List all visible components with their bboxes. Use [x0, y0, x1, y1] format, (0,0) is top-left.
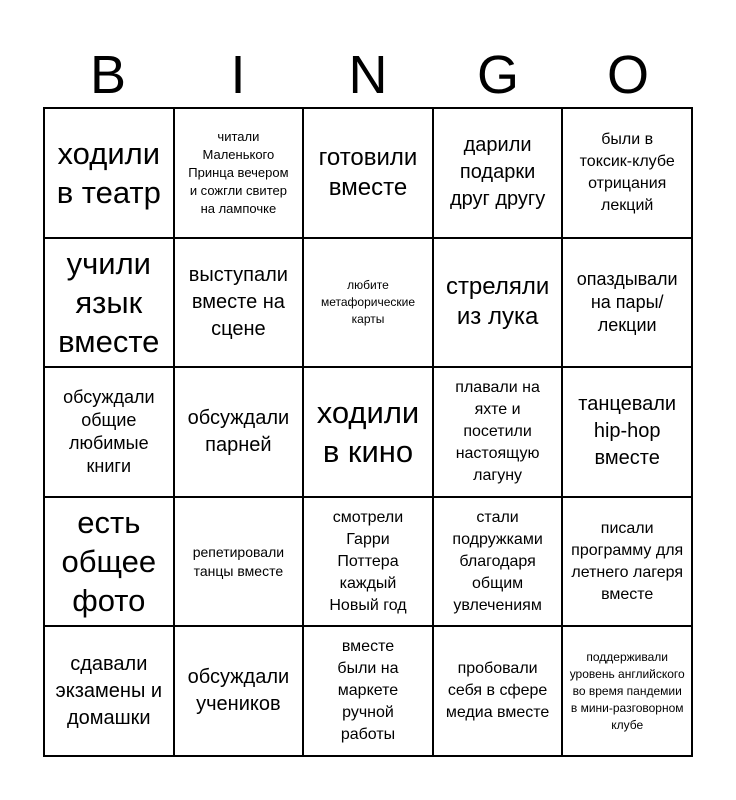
cell-text: обсуждали парней [187, 406, 290, 456]
bingo-cell[interactable] [562, 238, 692, 368]
cell-text: поддерживали уровень английского во время пандемии в мини-разговорном клубе [569, 649, 685, 732]
header-letter-b: B [89, 45, 127, 105]
cell-text: ходили в театр [56, 135, 161, 210]
bingo-cell[interactable] [303, 108, 433, 238]
bingo-grid [43, 107, 693, 757]
bingo-cell[interactable] [303, 497, 433, 627]
bingo-cell[interactable] [44, 108, 174, 238]
cell-text: сдавали экзамены и домашки [55, 652, 163, 729]
bingo-header [43, 42, 693, 108]
cell-text: обсуждали общие любимые книги [63, 386, 155, 476]
cell-text: выступали вместе на сцене [188, 263, 288, 340]
cell-text: репетировали танцы вместе [192, 543, 285, 579]
bingo-cell[interactable] [433, 626, 563, 756]
bingo-cell[interactable] [44, 367, 174, 497]
cell-text: писали программу для летнего лагеря вместе [571, 519, 684, 603]
header-letter-i: I [230, 45, 246, 105]
bingo-cell[interactable] [562, 367, 692, 497]
cell-text: учили язык вместе [58, 245, 160, 359]
cell-text: танцевали hip-hop вместе [578, 393, 677, 470]
cell-text: пробовали себя в сфере медиа вместе [445, 660, 550, 722]
bingo-cell[interactable] [303, 238, 433, 368]
bingo-cell[interactable] [562, 626, 692, 756]
bingo-cell[interactable] [174, 108, 304, 238]
bingo-cell[interactable] [303, 626, 433, 756]
cell-text: обсуждали учеников [187, 666, 290, 716]
header-letter-o: O [606, 45, 649, 105]
bingo-cell[interactable] [433, 367, 563, 497]
bingo-cell[interactable] [44, 238, 174, 368]
bingo-cell[interactable] [433, 497, 563, 627]
cell-text: готовили вместе [318, 143, 418, 201]
bingo-cell[interactable] [44, 497, 174, 627]
cell-text: были в токсик-клубе отрицания лекций [579, 130, 675, 214]
cell-text: вместе были на маркете ручной работы [337, 638, 399, 744]
bingo-cell[interactable] [433, 238, 563, 368]
bingo-cell[interactable] [174, 497, 304, 627]
cell-text: читали Маленького Принца вечером и сожгли свитер на лампочке [188, 128, 289, 216]
header-letter-n: N [348, 45, 388, 105]
cell-text: смотрели Гарри Поттера каждый Новый год [329, 508, 407, 614]
bingo-cell[interactable] [174, 238, 304, 368]
cell-text: любите метафорические карты [320, 277, 416, 326]
bingo-cell[interactable] [174, 367, 304, 497]
bingo-cell[interactable] [433, 108, 563, 238]
bingo-cell[interactable] [303, 367, 433, 497]
cell-text: стали подружками благодаря общим увлечениям [452, 508, 543, 614]
cell-text: дарили подарки друг другу [449, 134, 546, 211]
cell-text: стреляли из лука [445, 273, 550, 331]
header-letter-g: G [476, 45, 519, 105]
cell-text: есть общее фото [61, 505, 157, 619]
bingo-cell[interactable] [562, 108, 692, 238]
bingo-cell[interactable] [562, 497, 692, 627]
cell-text: ходили в кино [316, 394, 420, 469]
cell-text: опаздывали на пары/лекции [576, 268, 678, 335]
bingo-cell[interactable] [44, 626, 174, 756]
cell-text: плавали на яхте и посетили настоящую лагуну [455, 378, 540, 484]
bingo-cell[interactable] [174, 626, 304, 756]
